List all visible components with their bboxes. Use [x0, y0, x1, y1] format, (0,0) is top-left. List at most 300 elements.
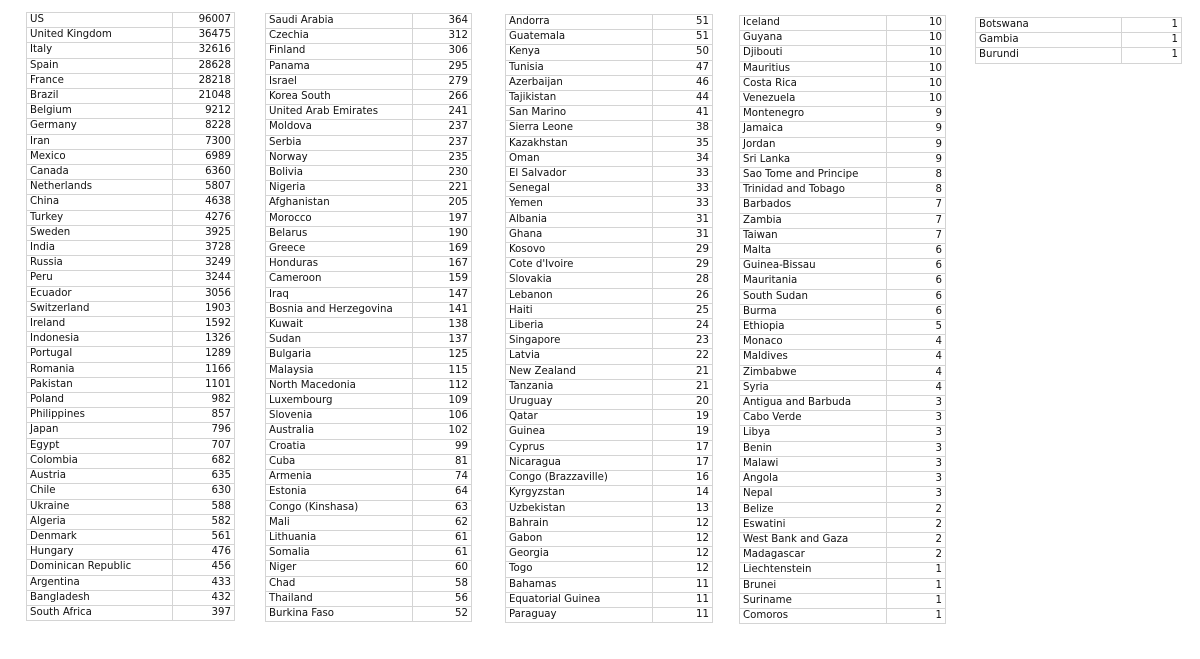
country-cell[interactable]: Slovakia: [506, 273, 653, 288]
value-cell[interactable]: 102: [413, 424, 472, 439]
country-cell[interactable]: Georgia: [506, 547, 653, 562]
value-cell[interactable]: 8228: [173, 119, 235, 134]
country-cell[interactable]: Italy: [27, 43, 173, 58]
value-cell[interactable]: 2: [887, 548, 946, 563]
country-cell[interactable]: Mali: [266, 515, 413, 530]
value-cell[interactable]: 3925: [173, 225, 235, 240]
value-cell[interactable]: 707: [173, 438, 235, 453]
country-cell[interactable]: Uzbekistan: [506, 501, 653, 516]
country-cell[interactable]: Armenia: [266, 470, 413, 485]
country-cell[interactable]: Belgium: [27, 104, 173, 119]
value-cell[interactable]: 266: [413, 90, 472, 105]
value-cell[interactable]: 5807: [173, 180, 235, 195]
value-cell[interactable]: 588: [173, 499, 235, 514]
country-cell[interactable]: Brunei: [740, 578, 887, 593]
value-cell[interactable]: 32616: [173, 43, 235, 58]
value-cell[interactable]: 41: [653, 106, 713, 121]
value-cell[interactable]: 34: [653, 151, 713, 166]
value-cell[interactable]: 81: [413, 454, 472, 469]
value-cell[interactable]: 8: [887, 168, 946, 183]
country-cell[interactable]: Senegal: [506, 182, 653, 197]
country-cell[interactable]: Austria: [27, 469, 173, 484]
country-cell[interactable]: Venezuela: [740, 92, 887, 107]
country-cell[interactable]: Peru: [27, 271, 173, 286]
country-cell[interactable]: Ireland: [27, 317, 173, 332]
value-cell[interactable]: 11: [653, 577, 713, 592]
value-cell[interactable]: 5: [887, 320, 946, 335]
value-cell[interactable]: 306: [413, 44, 472, 59]
country-cell[interactable]: South Sudan: [740, 289, 887, 304]
country-cell[interactable]: Burkina Faso: [266, 606, 413, 621]
value-cell[interactable]: 3: [887, 472, 946, 487]
country-cell[interactable]: Dominican Republic: [27, 560, 173, 575]
value-cell[interactable]: 12: [653, 531, 713, 546]
country-cell[interactable]: Iraq: [266, 287, 413, 302]
value-cell[interactable]: 29: [653, 243, 713, 258]
value-cell[interactable]: 582: [173, 514, 235, 529]
country-cell[interactable]: Malaysia: [266, 363, 413, 378]
value-cell[interactable]: 125: [413, 348, 472, 363]
value-cell[interactable]: 9212: [173, 104, 235, 119]
value-cell[interactable]: 7: [887, 198, 946, 213]
value-cell[interactable]: 141: [413, 302, 472, 317]
country-cell[interactable]: West Bank and Gaza: [740, 532, 887, 547]
value-cell[interactable]: 1903: [173, 301, 235, 316]
country-cell[interactable]: Botswana: [976, 18, 1122, 33]
value-cell[interactable]: 106: [413, 409, 472, 424]
country-cell[interactable]: Lebanon: [506, 288, 653, 303]
country-cell[interactable]: Saudi Arabia: [266, 14, 413, 29]
value-cell[interactable]: 635: [173, 469, 235, 484]
value-cell[interactable]: 8: [887, 183, 946, 198]
country-cell[interactable]: Togo: [506, 562, 653, 577]
country-cell[interactable]: Turkey: [27, 210, 173, 225]
country-cell[interactable]: Denmark: [27, 529, 173, 544]
value-cell[interactable]: 3: [887, 396, 946, 411]
value-cell[interactable]: 1: [887, 578, 946, 593]
country-cell[interactable]: China: [27, 195, 173, 210]
country-cell[interactable]: Ghana: [506, 227, 653, 242]
country-cell[interactable]: Comoros: [740, 608, 887, 623]
country-cell[interactable]: Norway: [266, 150, 413, 165]
country-cell[interactable]: Yemen: [506, 197, 653, 212]
value-cell[interactable]: 197: [413, 211, 472, 226]
country-cell[interactable]: Netherlands: [27, 180, 173, 195]
value-cell[interactable]: 19: [653, 425, 713, 440]
country-cell[interactable]: Kazakhstan: [506, 136, 653, 151]
value-cell[interactable]: 6: [887, 289, 946, 304]
value-cell[interactable]: 10: [887, 92, 946, 107]
value-cell[interactable]: 19: [653, 410, 713, 425]
value-cell[interactable]: 50: [653, 45, 713, 60]
value-cell[interactable]: 3: [887, 456, 946, 471]
value-cell[interactable]: 6: [887, 274, 946, 289]
value-cell[interactable]: 221: [413, 181, 472, 196]
value-cell[interactable]: 6: [887, 304, 946, 319]
country-cell[interactable]: Ukraine: [27, 499, 173, 514]
value-cell[interactable]: 230: [413, 166, 472, 181]
value-cell[interactable]: 137: [413, 333, 472, 348]
value-cell[interactable]: 3056: [173, 286, 235, 301]
value-cell[interactable]: 982: [173, 393, 235, 408]
value-cell[interactable]: 796: [173, 423, 235, 438]
country-cell[interactable]: Czechia: [266, 29, 413, 44]
value-cell[interactable]: 47: [653, 60, 713, 75]
country-cell[interactable]: Nicaragua: [506, 455, 653, 470]
value-cell[interactable]: 28628: [173, 58, 235, 73]
value-cell[interactable]: 432: [173, 590, 235, 605]
value-cell[interactable]: 1: [887, 608, 946, 623]
country-cell[interactable]: Bahamas: [506, 577, 653, 592]
country-cell[interactable]: Croatia: [266, 439, 413, 454]
country-cell[interactable]: United Arab Emirates: [266, 105, 413, 120]
country-cell[interactable]: Madagascar: [740, 548, 887, 563]
country-cell[interactable]: Afghanistan: [266, 196, 413, 211]
value-cell[interactable]: 3: [887, 441, 946, 456]
value-cell[interactable]: 1: [1122, 33, 1182, 48]
country-cell[interactable]: Singapore: [506, 334, 653, 349]
value-cell[interactable]: 9: [887, 122, 946, 137]
country-cell[interactable]: Suriname: [740, 593, 887, 608]
value-cell[interactable]: 397: [173, 605, 235, 620]
country-cell[interactable]: Trinidad and Tobago: [740, 183, 887, 198]
country-cell[interactable]: Guinea-Bissau: [740, 259, 887, 274]
value-cell[interactable]: 4: [887, 350, 946, 365]
value-cell[interactable]: 1101: [173, 377, 235, 392]
country-cell[interactable]: Mauritius: [740, 61, 887, 76]
country-cell[interactable]: Taiwan: [740, 228, 887, 243]
country-cell[interactable]: Niger: [266, 561, 413, 576]
country-cell[interactable]: Mauritania: [740, 274, 887, 289]
country-cell[interactable]: Congo (Brazzaville): [506, 471, 653, 486]
value-cell[interactable]: 61: [413, 530, 472, 545]
country-cell[interactable]: Costa Rica: [740, 76, 887, 91]
value-cell[interactable]: 7300: [173, 134, 235, 149]
value-cell[interactable]: 857: [173, 408, 235, 423]
country-cell[interactable]: United Kingdom: [27, 28, 173, 43]
value-cell[interactable]: 6360: [173, 165, 235, 180]
value-cell[interactable]: 205: [413, 196, 472, 211]
value-cell[interactable]: 7: [887, 228, 946, 243]
value-cell[interactable]: 1592: [173, 317, 235, 332]
value-cell[interactable]: 10: [887, 31, 946, 46]
country-cell[interactable]: Panama: [266, 59, 413, 74]
value-cell[interactable]: 630: [173, 484, 235, 499]
value-cell[interactable]: 31: [653, 227, 713, 242]
country-cell[interactable]: Barbados: [740, 198, 887, 213]
value-cell[interactable]: 20: [653, 395, 713, 410]
value-cell[interactable]: 36475: [173, 28, 235, 43]
value-cell[interactable]: 10: [887, 61, 946, 76]
value-cell[interactable]: 476: [173, 545, 235, 560]
country-cell[interactable]: Bolivia: [266, 166, 413, 181]
value-cell[interactable]: 4: [887, 365, 946, 380]
value-cell[interactable]: 22: [653, 349, 713, 364]
country-cell[interactable]: Malta: [740, 244, 887, 259]
country-cell[interactable]: Algeria: [27, 514, 173, 529]
value-cell[interactable]: 9: [887, 137, 946, 152]
country-cell[interactable]: Colombia: [27, 453, 173, 468]
country-cell[interactable]: Australia: [266, 424, 413, 439]
country-cell[interactable]: Sri Lanka: [740, 152, 887, 167]
country-cell[interactable]: Slovenia: [266, 409, 413, 424]
value-cell[interactable]: 31: [653, 212, 713, 227]
country-cell[interactable]: Sao Tome and Principe: [740, 168, 887, 183]
country-cell[interactable]: Qatar: [506, 410, 653, 425]
value-cell[interactable]: 109: [413, 394, 472, 409]
country-cell[interactable]: Chad: [266, 576, 413, 591]
value-cell[interactable]: 159: [413, 272, 472, 287]
value-cell[interactable]: 115: [413, 363, 472, 378]
country-cell[interactable]: Cyprus: [506, 440, 653, 455]
country-cell[interactable]: Liberia: [506, 319, 653, 334]
country-cell[interactable]: Canada: [27, 165, 173, 180]
country-cell[interactable]: Sierra Leone: [506, 121, 653, 136]
country-cell[interactable]: Bangladesh: [27, 590, 173, 605]
country-cell[interactable]: Uruguay: [506, 395, 653, 410]
value-cell[interactable]: 10: [887, 46, 946, 61]
value-cell[interactable]: 16: [653, 471, 713, 486]
country-cell[interactable]: Guatemala: [506, 30, 653, 45]
value-cell[interactable]: 312: [413, 29, 472, 44]
value-cell[interactable]: 433: [173, 575, 235, 590]
country-cell[interactable]: Greece: [266, 242, 413, 257]
value-cell[interactable]: 38: [653, 121, 713, 136]
country-cell[interactable]: Cabo Verde: [740, 411, 887, 426]
country-cell[interactable]: Portugal: [27, 347, 173, 362]
country-cell[interactable]: Sweden: [27, 225, 173, 240]
value-cell[interactable]: 1326: [173, 332, 235, 347]
value-cell[interactable]: 3244: [173, 271, 235, 286]
country-cell[interactable]: Guyana: [740, 31, 887, 46]
country-cell[interactable]: Ethiopia: [740, 320, 887, 335]
value-cell[interactable]: 28218: [173, 73, 235, 88]
value-cell[interactable]: 1: [887, 563, 946, 578]
country-cell[interactable]: Equatorial Guinea: [506, 592, 653, 607]
country-cell[interactable]: Congo (Kinshasa): [266, 500, 413, 515]
country-cell[interactable]: Nepal: [740, 487, 887, 502]
country-cell[interactable]: Germany: [27, 119, 173, 134]
country-cell[interactable]: Israel: [266, 74, 413, 89]
value-cell[interactable]: 112: [413, 378, 472, 393]
value-cell[interactable]: 14: [653, 486, 713, 501]
value-cell[interactable]: 1: [1122, 18, 1182, 33]
value-cell[interactable]: 52: [413, 606, 472, 621]
country-cell[interactable]: Andorra: [506, 15, 653, 30]
country-cell[interactable]: Finland: [266, 44, 413, 59]
value-cell[interactable]: 51: [653, 30, 713, 45]
country-cell[interactable]: Kuwait: [266, 318, 413, 333]
country-cell[interactable]: Benin: [740, 441, 887, 456]
country-cell[interactable]: Haiti: [506, 303, 653, 318]
value-cell[interactable]: 51: [653, 15, 713, 30]
country-cell[interactable]: Kosovo: [506, 243, 653, 258]
value-cell[interactable]: 3728: [173, 241, 235, 256]
country-cell[interactable]: El Salvador: [506, 167, 653, 182]
country-cell[interactable]: Paraguay: [506, 607, 653, 622]
value-cell[interactable]: 10: [887, 16, 946, 31]
country-cell[interactable]: Kenya: [506, 45, 653, 60]
value-cell[interactable]: 96007: [173, 13, 235, 28]
value-cell[interactable]: 1: [887, 593, 946, 608]
country-cell[interactable]: Nigeria: [266, 181, 413, 196]
country-cell[interactable]: Ecuador: [27, 286, 173, 301]
value-cell[interactable]: 33: [653, 182, 713, 197]
value-cell[interactable]: 2: [887, 502, 946, 517]
country-cell[interactable]: Oman: [506, 151, 653, 166]
value-cell[interactable]: 29: [653, 258, 713, 273]
country-cell[interactable]: Belize: [740, 502, 887, 517]
country-cell[interactable]: South Africa: [27, 605, 173, 620]
country-cell[interactable]: Montenegro: [740, 107, 887, 122]
country-cell[interactable]: Guinea: [506, 425, 653, 440]
country-cell[interactable]: Belarus: [266, 226, 413, 241]
value-cell[interactable]: 6989: [173, 149, 235, 164]
value-cell[interactable]: 6: [887, 244, 946, 259]
value-cell[interactable]: 21048: [173, 89, 235, 104]
country-cell[interactable]: Thailand: [266, 591, 413, 606]
country-cell[interactable]: India: [27, 241, 173, 256]
country-cell[interactable]: Hungary: [27, 545, 173, 560]
country-cell[interactable]: Iran: [27, 134, 173, 149]
country-cell[interactable]: Russia: [27, 256, 173, 271]
country-cell[interactable]: Morocco: [266, 211, 413, 226]
value-cell[interactable]: 4: [887, 380, 946, 395]
country-cell[interactable]: Djibouti: [740, 46, 887, 61]
value-cell[interactable]: 279: [413, 74, 472, 89]
country-cell[interactable]: Cote d'Ivoire: [506, 258, 653, 273]
value-cell[interactable]: 17: [653, 455, 713, 470]
country-cell[interactable]: Burundi: [976, 48, 1122, 63]
country-cell[interactable]: Iceland: [740, 16, 887, 31]
country-cell[interactable]: Indonesia: [27, 332, 173, 347]
country-cell[interactable]: Gambia: [976, 33, 1122, 48]
value-cell[interactable]: 44: [653, 91, 713, 106]
value-cell[interactable]: 235: [413, 150, 472, 165]
country-cell[interactable]: Bahrain: [506, 516, 653, 531]
value-cell[interactable]: 9: [887, 152, 946, 167]
country-cell[interactable]: Korea South: [266, 90, 413, 105]
country-cell[interactable]: Eswatini: [740, 517, 887, 532]
value-cell[interactable]: 3: [887, 487, 946, 502]
country-cell[interactable]: Azerbaijan: [506, 75, 653, 90]
value-cell[interactable]: 46: [653, 75, 713, 90]
country-cell[interactable]: Maldives: [740, 350, 887, 365]
country-cell[interactable]: Spain: [27, 58, 173, 73]
value-cell[interactable]: 11: [653, 592, 713, 607]
value-cell[interactable]: 64: [413, 485, 472, 500]
country-cell[interactable]: Lithuania: [266, 530, 413, 545]
value-cell[interactable]: 10: [887, 76, 946, 91]
value-cell[interactable]: 147: [413, 287, 472, 302]
value-cell[interactable]: 33: [653, 167, 713, 182]
value-cell[interactable]: 4638: [173, 195, 235, 210]
country-cell[interactable]: Somalia: [266, 546, 413, 561]
country-cell[interactable]: Bulgaria: [266, 348, 413, 363]
value-cell[interactable]: 58: [413, 576, 472, 591]
country-cell[interactable]: New Zealand: [506, 364, 653, 379]
country-cell[interactable]: Egypt: [27, 438, 173, 453]
value-cell[interactable]: 12: [653, 516, 713, 531]
country-cell[interactable]: Poland: [27, 393, 173, 408]
value-cell[interactable]: 56: [413, 591, 472, 606]
value-cell[interactable]: 12: [653, 547, 713, 562]
value-cell[interactable]: 99: [413, 439, 472, 454]
value-cell[interactable]: 3249: [173, 256, 235, 271]
country-cell[interactable]: Estonia: [266, 485, 413, 500]
value-cell[interactable]: 24: [653, 319, 713, 334]
country-cell[interactable]: Tajikistan: [506, 91, 653, 106]
country-cell[interactable]: Libya: [740, 426, 887, 441]
value-cell[interactable]: 28: [653, 273, 713, 288]
country-cell[interactable]: Serbia: [266, 135, 413, 150]
country-cell[interactable]: Japan: [27, 423, 173, 438]
country-cell[interactable]: Kyrgyzstan: [506, 486, 653, 501]
value-cell[interactable]: 33: [653, 197, 713, 212]
value-cell[interactable]: 35: [653, 136, 713, 151]
value-cell[interactable]: 237: [413, 120, 472, 135]
value-cell[interactable]: 1166: [173, 362, 235, 377]
value-cell[interactable]: 11: [653, 607, 713, 622]
country-cell[interactable]: Latvia: [506, 349, 653, 364]
value-cell[interactable]: 62: [413, 515, 472, 530]
value-cell[interactable]: 60: [413, 561, 472, 576]
country-cell[interactable]: Antigua and Barbuda: [740, 396, 887, 411]
value-cell[interactable]: 138: [413, 318, 472, 333]
value-cell[interactable]: 63: [413, 500, 472, 515]
country-cell[interactable]: Malawi: [740, 456, 887, 471]
value-cell[interactable]: 561: [173, 529, 235, 544]
country-cell[interactable]: Brazil: [27, 89, 173, 104]
country-cell[interactable]: North Macedonia: [266, 378, 413, 393]
value-cell[interactable]: 167: [413, 257, 472, 272]
value-cell[interactable]: 13: [653, 501, 713, 516]
country-cell[interactable]: US: [27, 13, 173, 28]
country-cell[interactable]: Sudan: [266, 333, 413, 348]
value-cell[interactable]: 190: [413, 226, 472, 241]
country-cell[interactable]: Cuba: [266, 454, 413, 469]
value-cell[interactable]: 169: [413, 242, 472, 257]
value-cell[interactable]: 9: [887, 107, 946, 122]
value-cell[interactable]: 3: [887, 411, 946, 426]
value-cell[interactable]: 3: [887, 426, 946, 441]
country-cell[interactable]: Luxembourg: [266, 394, 413, 409]
country-cell[interactable]: Switzerland: [27, 301, 173, 316]
value-cell[interactable]: 295: [413, 59, 472, 74]
value-cell[interactable]: 4: [887, 335, 946, 350]
value-cell[interactable]: 23: [653, 334, 713, 349]
value-cell[interactable]: 237: [413, 135, 472, 150]
country-cell[interactable]: Jamaica: [740, 122, 887, 137]
value-cell[interactable]: 4276: [173, 210, 235, 225]
country-cell[interactable]: Jordan: [740, 137, 887, 152]
country-cell[interactable]: Honduras: [266, 257, 413, 272]
value-cell[interactable]: 17: [653, 440, 713, 455]
value-cell[interactable]: 21: [653, 379, 713, 394]
country-cell[interactable]: Tanzania: [506, 379, 653, 394]
country-cell[interactable]: Argentina: [27, 575, 173, 590]
value-cell[interactable]: 456: [173, 560, 235, 575]
country-cell[interactable]: Burma: [740, 304, 887, 319]
value-cell[interactable]: 364: [413, 14, 472, 29]
country-cell[interactable]: Cameroon: [266, 272, 413, 287]
country-cell[interactable]: Monaco: [740, 335, 887, 350]
country-cell[interactable]: Zimbabwe: [740, 365, 887, 380]
country-cell[interactable]: Gabon: [506, 531, 653, 546]
country-cell[interactable]: Tunisia: [506, 60, 653, 75]
country-cell[interactable]: Romania: [27, 362, 173, 377]
country-cell[interactable]: France: [27, 73, 173, 88]
